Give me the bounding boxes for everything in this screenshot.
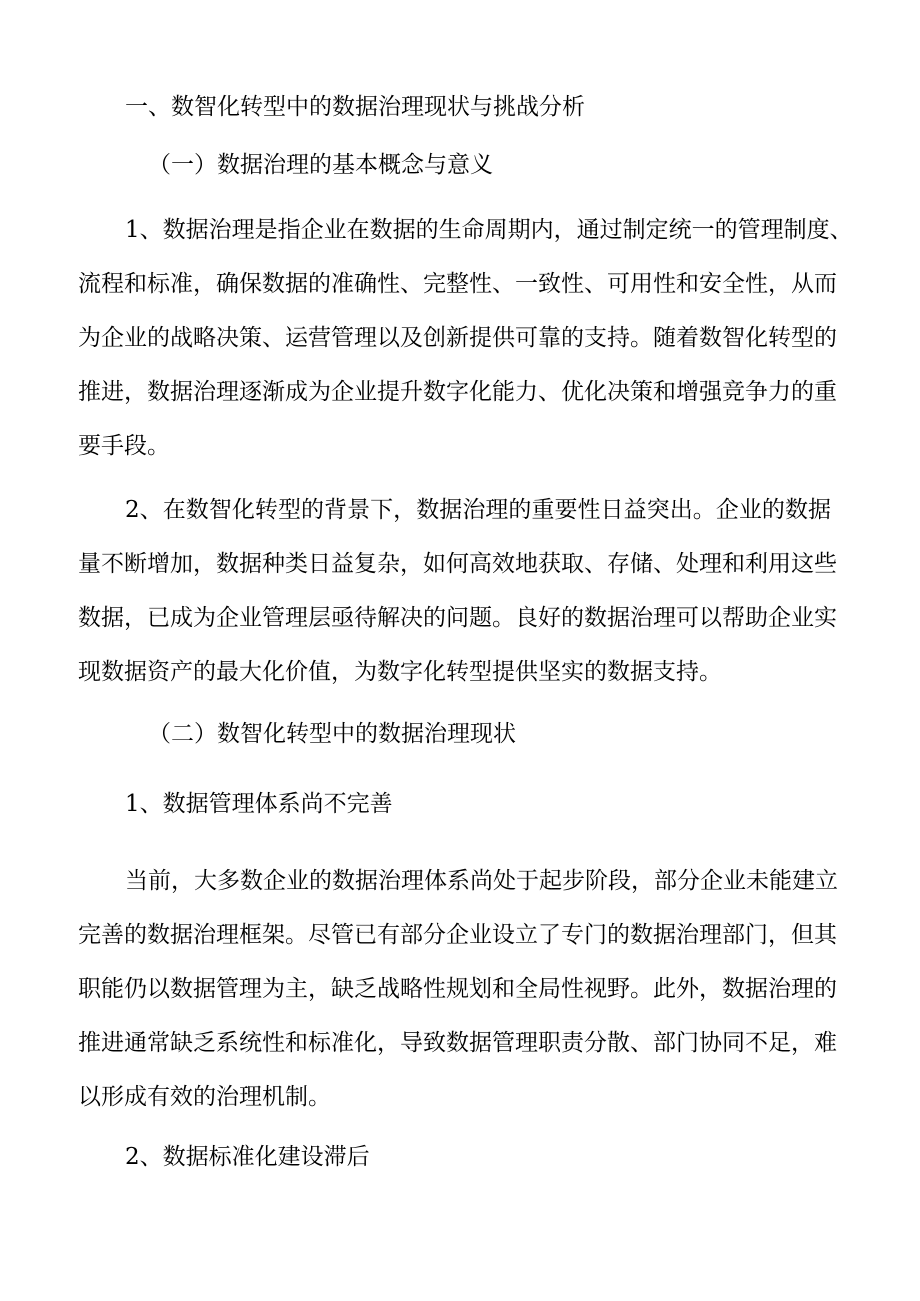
paragraph-line: 2、在数智化转型的背景下，数据治理的重要性日益突出。企业的数据 xyxy=(125,497,831,523)
paragraph-line: 为企业的战略决策、运营管理以及创新提供可靠的支持。随着数智化转型的 xyxy=(78,325,837,351)
paragraph-line: 要手段。 xyxy=(78,433,170,459)
paragraph-line: 推进，数据治理逐渐成为企业提升数字化能力、优化决策和增强竞争力的重 xyxy=(78,379,837,405)
paragraph-line: 量不断增加，数据种类日益复杂，如何高效地获取、存储、处理和利用这些 xyxy=(78,551,837,577)
paragraph-line: 现数据资产的最大化价值，为数字化转型提供坚实的数据支持。 xyxy=(78,659,722,685)
paragraph-line: 职能仍以数据管理为主，缺乏战略性规划和全局性视野。此外，数据治理的 xyxy=(78,976,837,1002)
item-title-2: 2、数据标准化建设滞后 xyxy=(125,1144,370,1170)
section-title-2: （二）数智化转型中的数据治理现状 xyxy=(148,721,516,747)
section-title-1: （一）数据治理的基本概念与意义 xyxy=(148,152,493,178)
paragraph-line: 1、数据治理是指企业在数据的生命周期内，通过制定统一的管理制度、 xyxy=(125,217,853,243)
paragraph-line: 完善的数据治理框架。尽管已有部分企业设立了专门的数据治理部门，但其 xyxy=(78,922,837,948)
document-heading: 一、数智化转型中的数据治理现状与挑战分析 xyxy=(125,94,585,120)
paragraph-line: 流程和标准，确保数据的准确性、完整性、一致性、可用性和安全性，从而 xyxy=(78,271,837,297)
paragraph-line: 以形成有效的治理机制。 xyxy=(78,1084,331,1110)
paragraph-line: 数据，已成为企业管理层亟待解决的问题。良好的数据治理可以帮助企业实 xyxy=(78,605,837,631)
paragraph-line: 当前，大多数企业的数据治理体系尚处于起步阶段，部分企业未能建立 xyxy=(125,868,838,894)
paragraph-line: 推进通常缺乏系统性和标准化，导致数据管理职责分散、部门协同不足，难 xyxy=(78,1030,837,1056)
item-title-1: 1、数据管理体系尚不完善 xyxy=(125,791,393,817)
